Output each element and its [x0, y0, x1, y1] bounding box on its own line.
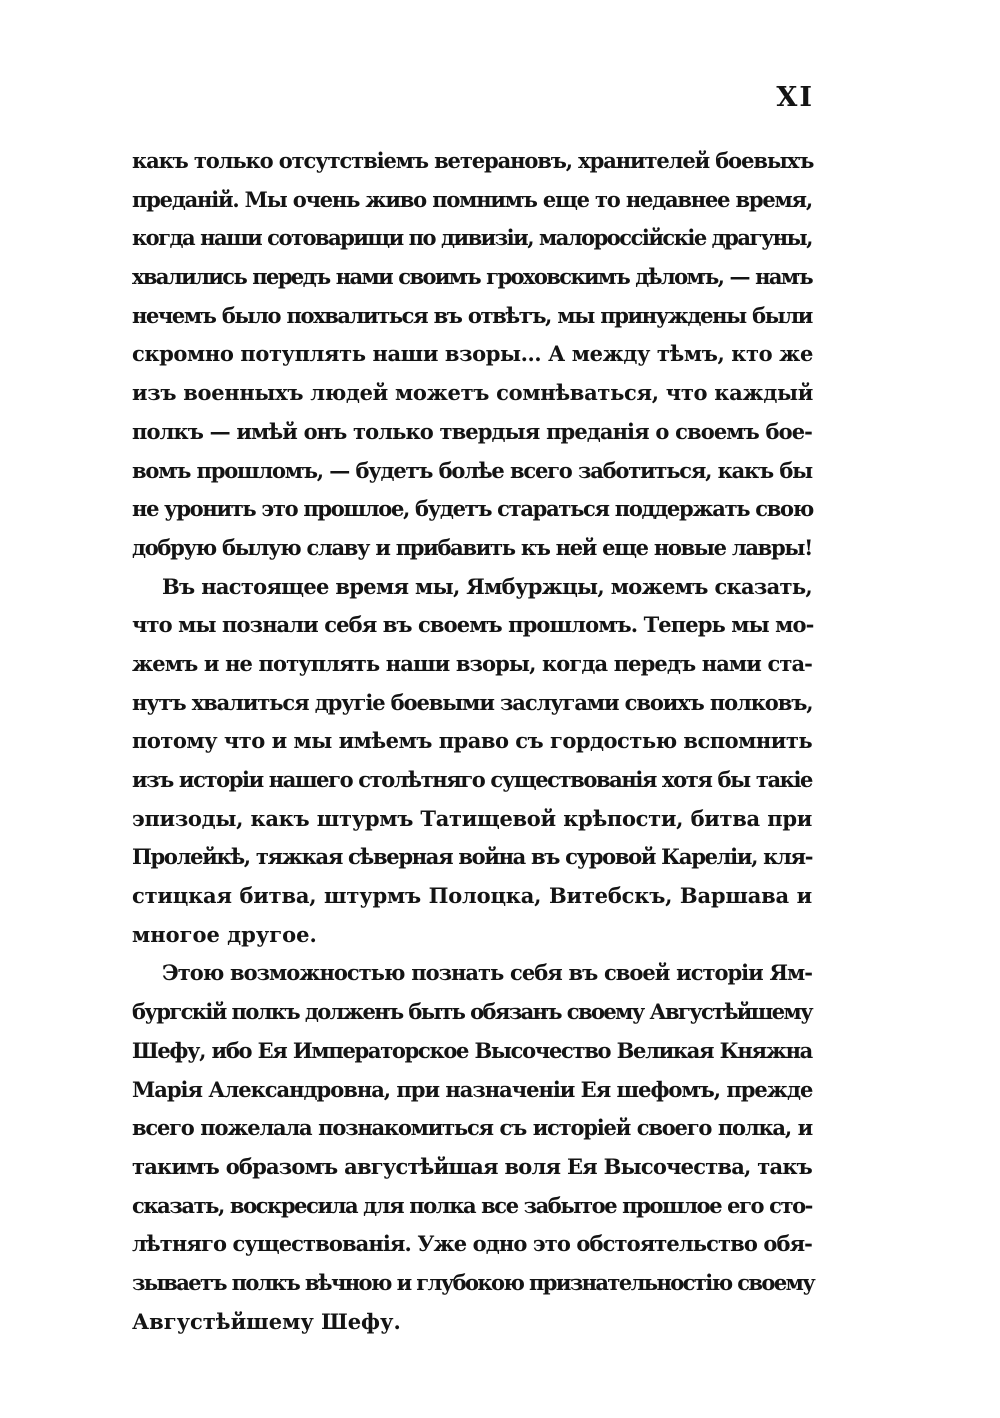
text-line: всего пожелала познакомиться съ исторіей своего полка, и: [132, 1115, 812, 1141]
text-line: хвалились передъ нами своимъ гроховскимъ дѣломъ, — намъ: [132, 264, 812, 290]
text-line: потому что и мы имѣемъ право съ гордостью вспомнить: [132, 728, 813, 754]
text-line: нутъ хвалиться другіе боевыми заслугами своихъ полковъ,: [132, 689, 813, 715]
text-line: эпизоды, какъ штурмъ Татищевой крѣпости, битва при: [132, 805, 812, 831]
text-line: жемъ и не потуплять наши взоры, когда передъ нами ста-: [132, 650, 812, 676]
text-line: Въ настоящее время мы, Ямбуржцы, можемъ сказать,: [162, 573, 812, 599]
text-line: Марія Александровна, при назначеніи Ея шефомъ, прежде: [132, 1076, 813, 1102]
text-line: когда наши сотоварищи по дивизіи, малороссійскіе драгуны,: [132, 225, 812, 251]
text-line: лѣтняго существованія. Уже одно это обстоятельство обя-: [132, 1231, 812, 1257]
text-line: какъ только отсутствіемъ ветерановъ, хранителей боевыхъ: [132, 148, 814, 173]
text-line: что мы познали себя въ своемъ прошломъ. Теперь мы мо-: [132, 612, 814, 638]
text-line: Августѣйшему Шефу.: [132, 1308, 401, 1334]
text-line: стицкая битва, штурмъ Полоцка, Витебскъ, Варшава и: [132, 883, 812, 909]
text-line: полкъ — имѣй онъ только твердыя преданія о своемъ бое-: [132, 418, 812, 444]
text-line: добрую былую славу и прибавить къ ней еще новые лавры!: [132, 534, 812, 560]
text-line: зываетъ полкъ вѣчною и глубокою признательностію своему: [132, 1269, 815, 1295]
text-line: многое другое.: [132, 921, 317, 947]
text-line: такимъ образомъ августѣйшая воля Ея Высочества, такъ: [132, 1153, 812, 1179]
text-line: нечемъ было похвалиться въ отвѣтъ, мы принуждены были: [132, 302, 812, 328]
text-line: изъ военныхъ людей можетъ сомнѣваться, что каждый: [132, 380, 814, 406]
page-number: XI: [776, 82, 814, 113]
text-line: преданій. Мы очень живо помнимъ еще то недавнее время,: [132, 186, 812, 212]
paragraph-3: [132, 954, 815, 1341]
text-line: скромно потуплять наши взоры… А между тѣмъ, кто же: [132, 341, 813, 367]
text-line: бургскій полкъ долженъ быть обязанъ своему Августѣйшему: [132, 999, 812, 1025]
text-line: Шефу, ибо Ея Императорское Высочество Великая Княжна: [132, 1037, 812, 1063]
paragraph-1: [132, 142, 812, 568]
text-line: не уронить это прошлое, будетъ стараться поддержать свою: [132, 496, 813, 522]
text-line: Пролейкѣ, тяжкая сѣверная война въ суровой Кареліи, кля-: [132, 844, 813, 870]
body-text: [132, 142, 815, 1341]
text-line: сказать, воскресила для полка все забытое прошлое его сто-: [132, 1192, 812, 1218]
text-line: Этою возможностью познать себя въ своей исторіи Ям-: [162, 960, 812, 986]
text-line: изъ исторіи нашего столѣтняго существованія хотя бы такіе: [132, 767, 812, 792]
text-line: вомъ прошломъ, — будетъ болѣе всего заботиться, какъ бы: [132, 457, 812, 483]
paragraph-2: [132, 568, 812, 955]
